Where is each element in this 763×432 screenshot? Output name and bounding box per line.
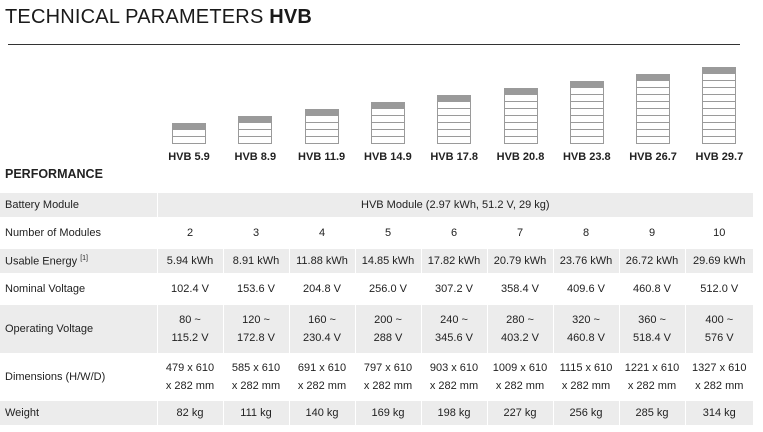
table-cell: 314 kg	[685, 401, 753, 425]
row-label: Usable Energy [1]	[0, 249, 157, 273]
stack-module	[570, 137, 604, 144]
stack-module	[437, 116, 471, 123]
table-cell: 400 ~ 576 V	[685, 305, 753, 353]
table-cell: 240 ~ 345.6 V	[421, 305, 487, 353]
table-cell: 23.76 kWh	[553, 249, 619, 273]
stack-module	[570, 123, 604, 130]
table-cell: 460.8 V	[619, 273, 685, 305]
stack-module	[305, 130, 339, 137]
table-cell: 20.79 kWh	[487, 249, 553, 273]
row-label: Nominal Voltage	[5, 283, 86, 295]
row-label: Dimensions (H/W/D)	[5, 371, 106, 383]
table-cell: 1327 x 610 x 282 mm	[685, 353, 753, 401]
table-cell: 9	[619, 217, 685, 249]
stack-module	[504, 116, 538, 123]
stack-module	[570, 95, 604, 102]
table-cell: 256.0 V	[355, 273, 421, 305]
stack-module	[437, 123, 471, 130]
stack-module	[636, 137, 670, 144]
stack-module	[636, 116, 670, 123]
model-label: HVB 20.8	[496, 151, 545, 163]
battery-stack	[238, 116, 272, 144]
stack-cap	[172, 123, 206, 130]
table-cell: 903 x 610 x 282 mm	[421, 353, 487, 401]
table-cell: 358.4 V	[487, 273, 553, 305]
stack-module	[437, 109, 471, 116]
section-heading-performance: PERFORMANCE	[5, 167, 103, 181]
stack-module	[305, 137, 339, 144]
stack-module	[504, 137, 538, 144]
stack-cap	[702, 67, 736, 74]
table-cell: 80 ~ 115.2 V	[157, 305, 223, 353]
table-cell: 10	[685, 217, 753, 249]
table-cell: 2	[157, 217, 223, 249]
stack-module	[172, 137, 206, 144]
battery-stack	[636, 74, 670, 144]
model-label: HVB 17.8	[430, 151, 479, 163]
stack-module	[371, 137, 405, 144]
footnote-marker: [1]	[80, 254, 89, 262]
stack-module	[702, 137, 736, 144]
table-cell: 256 kg	[553, 401, 619, 425]
stack-cap	[504, 88, 538, 95]
table-cell: 102.4 V	[157, 273, 223, 305]
stack-module	[636, 95, 670, 102]
table-cell: 512.0 V	[685, 273, 753, 305]
stack-module	[504, 123, 538, 130]
model-label: HVB 26.7	[629, 151, 677, 163]
model-label: HVB 5.9	[168, 151, 210, 163]
table-cell: 797 x 610 x 282 mm	[355, 353, 421, 401]
table-cell: 120 ~ 172.8 V	[223, 305, 289, 353]
battery-stack	[305, 109, 339, 144]
table-cell: 26.72 kWh	[619, 249, 685, 273]
stack-module	[504, 130, 538, 137]
model-label: HVB 8.9	[234, 151, 277, 163]
stack-module	[702, 116, 736, 123]
stack-module	[570, 116, 604, 123]
table-cell: 1115 x 610 x 282 mm	[553, 353, 619, 401]
stack-cap	[570, 81, 604, 88]
stack-module	[702, 81, 736, 88]
stack-module	[702, 102, 736, 109]
page-title	[5, 6, 312, 29]
stack-cap	[371, 102, 405, 109]
row-label: Number of Modules	[5, 227, 101, 239]
table-cell: 17.82 kWh	[421, 249, 487, 273]
table-cell: 169 kg	[355, 401, 421, 425]
stack-module	[437, 130, 471, 137]
stack-module	[636, 88, 670, 95]
model-label: HVB 14.9	[364, 151, 412, 163]
stack-module	[371, 123, 405, 130]
table-cell: 8.91 kWh	[223, 249, 289, 273]
stack-module	[636, 81, 670, 88]
stack-module	[570, 102, 604, 109]
table-cell: 320 ~ 460.8 V	[553, 305, 619, 353]
stack-module	[504, 102, 538, 109]
stack-module	[702, 109, 736, 116]
table-cell: 29.69 kWh	[685, 249, 753, 273]
stack-module	[371, 109, 405, 116]
table-row	[0, 217, 753, 249]
table-row	[0, 273, 753, 305]
battery-stack	[371, 102, 405, 144]
stack-module	[702, 88, 736, 95]
table-cell: 360 ~ 518.4 V	[619, 305, 685, 353]
table-cell: 8	[553, 217, 619, 249]
table-cell: 691 x 610 x 282 mm	[289, 353, 355, 401]
stack-module	[371, 130, 405, 137]
stack-module	[636, 102, 670, 109]
table-cell: 140 kg	[289, 401, 355, 425]
model-label: HVB 29.7	[695, 151, 744, 163]
table-cell: 14.85 kWh	[355, 249, 421, 273]
battery-stack	[570, 81, 604, 144]
title-divider	[8, 44, 740, 45]
stack-module	[570, 88, 604, 95]
battery-stack	[172, 123, 206, 144]
table-cell: 153.6 V	[223, 273, 289, 305]
table-row-battery-module	[0, 193, 753, 217]
stack-cap	[636, 74, 670, 81]
stack-module	[305, 116, 339, 123]
stack-module	[504, 109, 538, 116]
battery-stack	[437, 95, 471, 144]
table-cell: 198 kg	[421, 401, 487, 425]
stack-module	[636, 123, 670, 130]
table-cell: 160 ~ 230.4 V	[289, 305, 355, 353]
stack-module	[238, 130, 272, 137]
battery-stack	[504, 88, 538, 144]
stack-module	[702, 123, 736, 130]
table-cell: 585 x 610 x 282 mm	[223, 353, 289, 401]
table-cell: 82 kg	[157, 401, 223, 425]
stack-cap	[238, 116, 272, 123]
stack-module	[437, 137, 471, 144]
table-row	[0, 353, 753, 401]
table-cell: 6	[421, 217, 487, 249]
stack-module	[570, 130, 604, 137]
stack-module	[702, 130, 736, 137]
battery-stack	[702, 67, 736, 144]
row-label: Operating Voltage	[0, 305, 157, 353]
model-label: HVB 11.9	[298, 151, 346, 163]
stack-cap	[437, 95, 471, 102]
stack-cap	[305, 109, 339, 116]
stack-module	[702, 95, 736, 102]
table-row	[0, 249, 753, 273]
stack-module	[305, 123, 339, 130]
row-label: Battery Module	[0, 193, 157, 217]
title-prefix: TECHNICAL PARAMETERS	[5, 6, 264, 28]
table-cell: 11.88 kWh	[289, 249, 355, 273]
table-cell: 7	[487, 217, 553, 249]
table-row	[0, 305, 753, 353]
stack-module	[504, 95, 538, 102]
model-label: HVB 23.8	[562, 151, 611, 163]
stack-module	[238, 123, 272, 130]
row-label: Weight	[0, 401, 157, 425]
table-cell: 479 x 610 x 282 mm	[157, 353, 223, 401]
table-cell: 4	[289, 217, 355, 249]
parameters-table	[0, 193, 753, 425]
table-cell: 111 kg	[223, 401, 289, 425]
battery-module-value: HVB Module (2.97 kWh, 51.2 V, 29 kg)	[157, 193, 753, 217]
stack-module	[636, 109, 670, 116]
stack-module	[172, 130, 206, 137]
table-row	[0, 401, 753, 425]
table-cell: 1009 x 610 x 282 mm	[487, 353, 553, 401]
table-cell: 307.2 V	[421, 273, 487, 305]
stack-module	[371, 116, 405, 123]
table-cell: 5.94 kWh	[157, 249, 223, 273]
stack-module	[570, 109, 604, 116]
stack-module	[636, 130, 670, 137]
stack-module	[238, 137, 272, 144]
table-cell: 200 ~ 288 V	[355, 305, 421, 353]
table-cell: 409.6 V	[553, 273, 619, 305]
stack-module	[702, 74, 736, 81]
table-cell: 280 ~ 403.2 V	[487, 305, 553, 353]
title-model: HVB	[269, 6, 313, 28]
table-cell: 3	[223, 217, 289, 249]
table-cell: 285 kg	[619, 401, 685, 425]
table-cell: 5	[355, 217, 421, 249]
stack-module	[437, 102, 471, 109]
table-cell: 227 kg	[487, 401, 553, 425]
table-cell: 1221 x 610 x 282 mm	[619, 353, 685, 401]
table-cell: 204.8 V	[289, 273, 355, 305]
